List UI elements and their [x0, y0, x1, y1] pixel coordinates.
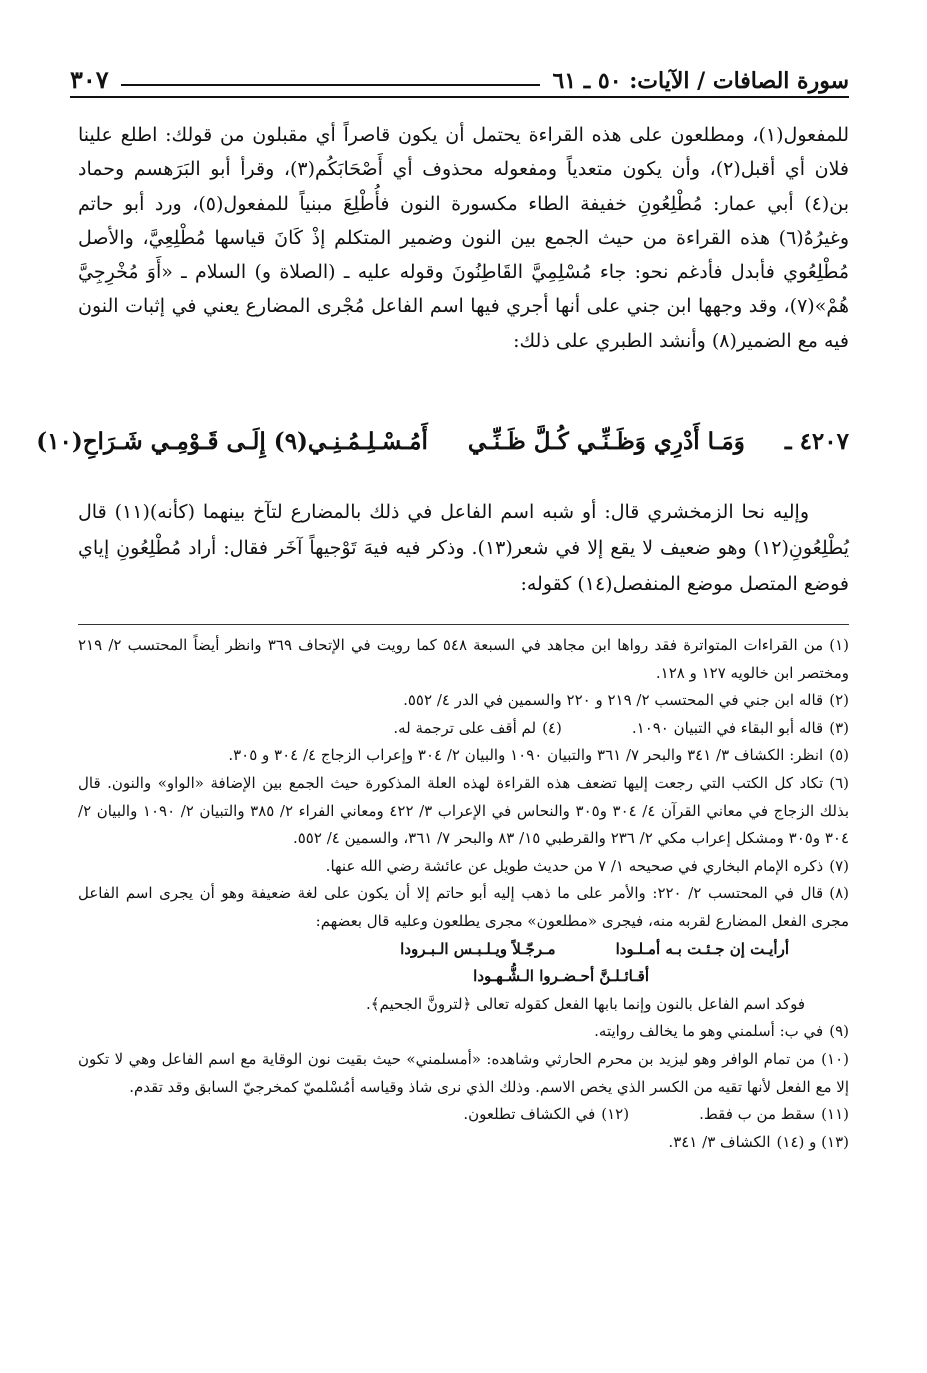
verse-first-half: وَمَـا أَدْرِي وَظَـنِّـي كُـلَّ ظَـنِّـي	[467, 428, 745, 455]
footnote-7: (٧)ذكره الإمام البخاري في صحيحه ١/ ٧ من حديث طويل عن عائشة رضي الله عنها.	[325, 856, 849, 875]
header-title: سورة الصافات / الآيات: ٥٠ ـ ٦١	[552, 68, 849, 94]
paragraph-2: وإليه نحا الزمخشري قال: أو شبه اسم الفاعل في ذلك بالمضارع لتآخ بينهما (كأنه)(١١) قال يُطْلِعُونِ(١٢) وهو ضعيف لا يقع إلا في شعر(١٣). وذكر فيه فيهَ تَوْجيهاً آخَر فقال: أراد مُطْلِعُونِ إياي فوضع المتصل موضع المنفصل(١٤) كقوله:	[78, 501, 850, 595]
main-text-2	[78, 494, 849, 602]
footnote-9: (٩)في ب: أسلمني وهو ما يخالف روايته.	[594, 1022, 849, 1041]
footnote-8: (٨)قال في المحتسب ٢/ ٢٢٠: والأمر على ما ذهب إليه أبو حاتم إلا أن يكون على لغة ضعيفة وهو أن يجرى اسم الفاعل مجرى الفعل المضارع لقربه منه، فيجرى «مطلعون» مجرى يطلعون وعليه قال بعضهم:	[78, 884, 849, 930]
footnote-12: (١٢)في الكشاف تطلعون.	[463, 1105, 630, 1124]
main-text	[78, 118, 849, 358]
footnote-8-continued: فوكد اسم الفاعل بالنون وإنما بابها الفعل كقوله تعالى ﴿لترونَّ الجحيم﴾.	[365, 994, 805, 1013]
verse-number: ٤٢٠٧ ـ	[784, 428, 849, 455]
footnote-row-11-12	[78, 1101, 849, 1129]
footnote-number: (١)	[829, 636, 850, 654]
page-number: ٣٠٧	[70, 65, 109, 94]
footnote-3: (٣)قاله أبو البقاء في التبيان ١٠٩٠.	[631, 718, 849, 737]
footnote-10: (١٠)من تمام الوافر وهو ليزيد بن محرم الحارثي وشاهده: «أمسلمني» حيث بقيت نون الوقاية مع اسم الفاعل وهي لا تكون إلا مع الفعل لأنها تقيه من الكسر الذي يخص الاسم. وذلك الذي نرى شاذ وقياسه أمُسْلميّ كمخرجيّ السابق وقد تقدم.	[78, 1049, 849, 1096]
footnote-4: (٤)لم أقف على ترجمة له.	[393, 718, 562, 737]
footnote-5: (٥)انظر: الكشاف ٣/ ٣٤١ والبحر ٧/ ٣٦١ والتبيان ١٠٩٠ والبيان ٢/ ٣٠٤ وإعراب الزجاج ٤/ ٣٠٤ و ٣٠٥.	[228, 746, 849, 765]
paragraph-1: للمفعول(١)، ومطلعون على هذه القراءة يحتمل أن يكون قاصراً أي مقبلون من قولك: اطلع علينا فلان أي أقبل(٢)، وأن يكون متعدياً ومفعوله محذوف أي أَصْحَابَكُم(٣)، وقرأ أبو البَرَهسم وحماد بن(٤) أبي عمار: مُطْلِعُونِ خفيفة الطاء مكسورة النون فأُطْلِعَ مبنياً للمفعول(٥)، ورد أبو حاتم وغيرُهُ(٦) هذه القراءة من حيث الجمع بين النون وضمير المتكلم إذْ كَانَ قياسها مُطْلِعِيَّ، والأصل مُطْلِعُوي فأبدل فأدغم نحو: جاء مُسْلِمِيَّ القَاطِنُونَ وقوله عليه ـ (الصلاة و) السلام ـ «أَوَ مُخْرِجِيَّ هُمْ»(٧)، وقد وجهها ابن جني على أنها أجري فيها اسم الفاعل مُجْرى المضارع يعني في إثبات النون فيه مع الضمير(٨) وأنشد الطبري على ذلك:	[78, 124, 849, 352]
footnotes	[78, 632, 849, 1156]
footnote-13-14: (١٣) و (١٤)الكشاف ٣/ ٣٤١.	[668, 1132, 849, 1151]
footnote-11: (١١)سقط من ب فقط.	[699, 1105, 849, 1124]
footnote-separator	[78, 624, 849, 625]
footnote-6: (٦)تكاد كل الكتب التي رجعت إليها تضعف هذه القراءة لهذه العلة المذكورة حيث الجمع بين الإضافة «الواو» والنون. قال بذلك الزجاج في معاني القرآن ٤/ ٣٠٤ و٣٠٥ والنحاس في الإعراب ٣/ ٤٢٢ ومعاني الفراء ٢/ ٣٨٥ والتبيان ٢/ ١٠٩٠ والبيان ٢/ ٣٠٤ و٣٠٥ ومشكل إعراب مكي ٢/ ٢٣٦ والقرطبي ١٥/ ٨٣ والبحر ٧/ ٣٦١، والسمين ٤/ ٥٥٢.	[78, 773, 850, 848]
header-rule	[121, 84, 541, 86]
footnote-2: (٢)قاله ابن جني في المحتسب ٢/ ٢١٩ و ٢٢٠ والسمين في الدر ٤/ ٥٥٢.	[403, 691, 849, 710]
footnote-1: (١)من القراءات المتواترة فقد رواها ابن مجاهد في السبعة ٥٤٨ كما رويت في الإتحاف ٣٦٩ وانظر أيضاً المحتسب ٢/ ٢١٩ ومختصر ابن خالويه ١٢٧ و ١٢٨.	[78, 636, 850, 682]
footnote-8-poem-line-1: أرأيـت إن جـئـت بـه أمـلـودا مـرجّـلاً ويـلـبـس الـبـرودا	[400, 939, 789, 958]
footnote-row-3-4	[78, 715, 849, 743]
footnote-8-poem-line-2: أقـائـلـنَّ أحـضـروا الـشُّـهـودا	[473, 967, 649, 986]
verse-second-half: أَمُـسْـلِـمُـنِـي(٩) إِلَـى قَـوْمِـي شَـرَاحِ(١٠)	[36, 428, 428, 455]
header-divider	[70, 96, 849, 98]
verse-4207	[36, 428, 849, 455]
footnote-number: (٢)	[829, 691, 849, 710]
running-header	[70, 44, 849, 94]
